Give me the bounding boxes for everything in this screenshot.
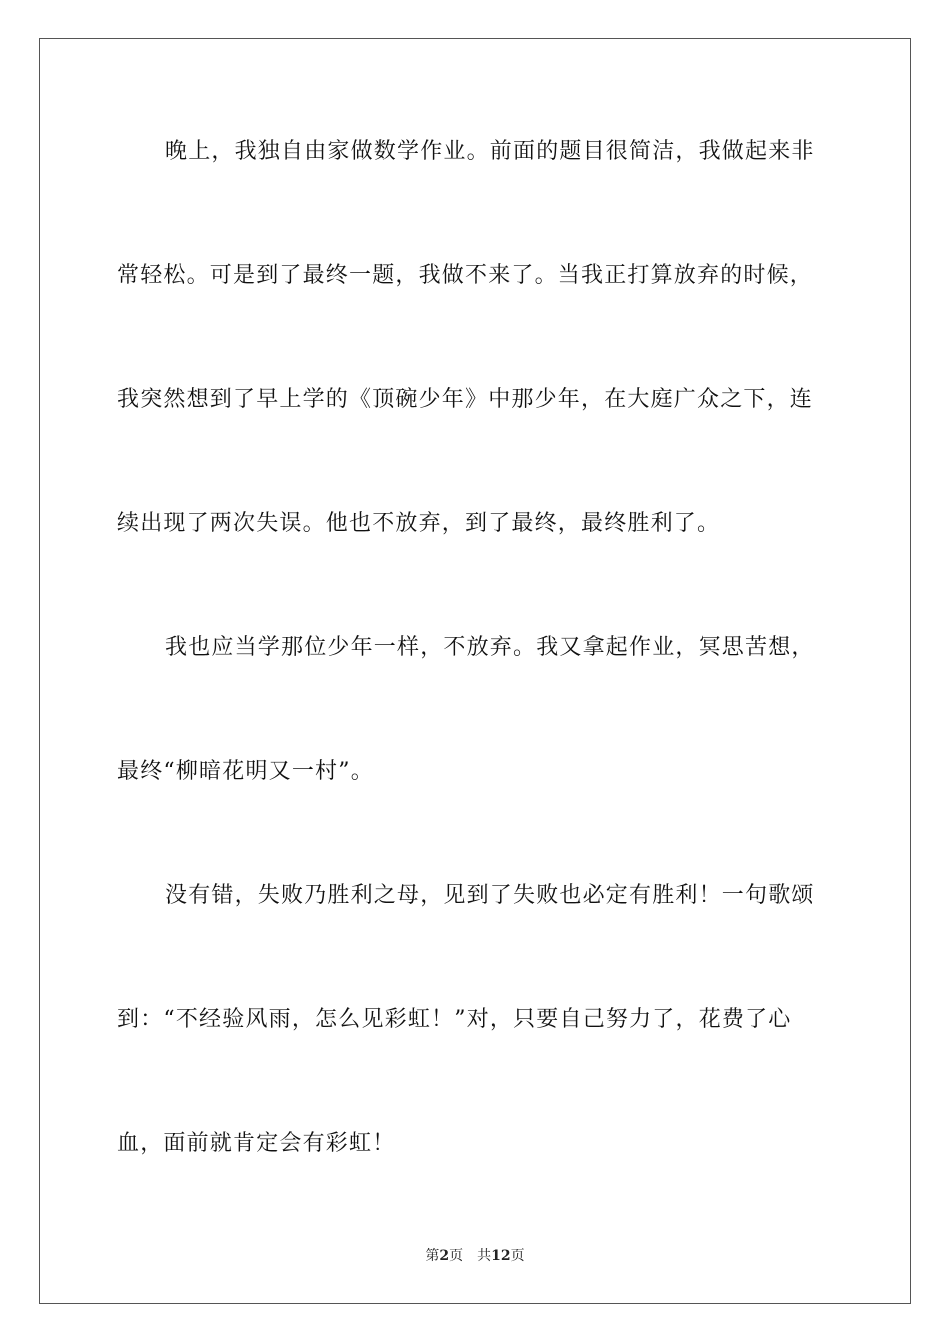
page-border bbox=[39, 38, 911, 1304]
page-suffix: 页 bbox=[449, 1248, 464, 1264]
text-line: 我突然想到了早上学的《顶碗少年》中那少年，在大庭广众之下，连 bbox=[117, 387, 814, 412]
page-footer bbox=[0, 1246, 950, 1266]
text-line: 晚上，我独自由家做数学作业。前面的题目很简洁，我做起来非 bbox=[165, 139, 815, 164]
text-line: 血，面前就肯定会有彩虹！ bbox=[117, 1131, 396, 1156]
total-suffix: 页 bbox=[510, 1248, 525, 1264]
page-prefix: 第 bbox=[425, 1248, 440, 1264]
text-line: 没有错，失败乃胜利之母，见到了失败也必定有胜利！一句歌颂 bbox=[165, 883, 815, 908]
total-pages: 12 bbox=[491, 1248, 511, 1264]
text-line: 续出现了两次失误。他也不放弃，到了最终，最终胜利了。 bbox=[117, 511, 721, 536]
text-line: 最终“柳暗花明又一村”。 bbox=[117, 759, 374, 784]
total-prefix: 共 bbox=[477, 1248, 492, 1264]
text-line: 常轻松。可是到了最终一题，我做不来了。当我正打算放弃的时候， bbox=[117, 263, 814, 288]
text-line: 我也应当学那位少年一样，不放弃。我又拿起作业，冥思苦想， bbox=[165, 635, 815, 660]
text-line: 到：“不经验风雨，怎么见彩虹！”对，只要自己努力了，花费了心 bbox=[117, 1007, 792, 1032]
page-number: 2 bbox=[439, 1248, 450, 1264]
